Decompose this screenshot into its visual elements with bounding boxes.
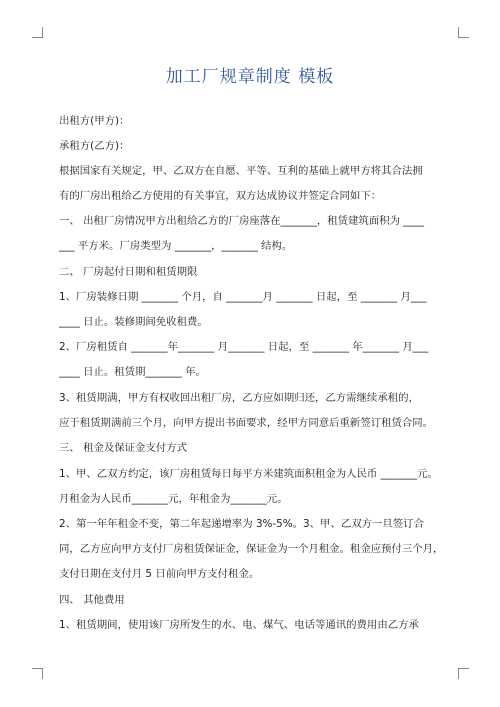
body-line: 2、厂房租赁自 _______年_______ 月_______ 日起，至 _______ 年_______ 月___ — [59, 341, 429, 353]
body-line: 应于租赁期满前三个月，向甲方提出书面要求，经甲方同意后重新签订租赁合同。 — [59, 417, 434, 429]
body-line: 月租金为人民币_______元，年租金为_______元。 — [59, 493, 288, 505]
section-heading: 二、 厂房起付日期和租赁期限 — [59, 266, 198, 278]
body-line: 1、租赁期间，使用该厂房所发生的水、电、煤气、电话等通讯的费用由乙方承 — [59, 619, 419, 631]
body-line: 支付日期在支付月 5 日前向甲方支付租金。 — [59, 568, 260, 580]
body-line: 同，乙方应向甲方支付厂房租赁保证金，保证金为一个月租金。租金应预付三个月， — [59, 543, 443, 555]
section-heading: 三、 租金及保证金支付方式 — [59, 442, 187, 454]
crop-mark-bottom-right — [458, 668, 469, 679]
body-line: 1、甲、乙双方约定，该厂房租赁每日每平方米建筑面积租金为人民币 _______元。 — [59, 468, 438, 480]
body-line: ____ 日止。装修期间免收租费。 — [59, 316, 208, 328]
crop-mark-top-right — [458, 27, 469, 38]
crop-mark-top-left — [32, 27, 43, 38]
lessee-line: 承租方(乙方)： — [59, 140, 130, 152]
body-line: 1、厂房装修日期 _______ 个月，自 _______月 _______ 日起，至 _______ 月___ — [59, 291, 427, 303]
crop-mark-bottom-left — [32, 668, 43, 679]
lessor-line: 出租方(甲方)： — [59, 115, 130, 127]
body-line: 2、第一年年租金不变，第二年起递增率为 3%-5%。3、甲、乙双方一旦签订合 — [59, 518, 424, 530]
section-heading: 四、 其他费用 — [59, 594, 125, 606]
body-line: ____ 日止。租赁期_______ 年。 — [59, 366, 206, 378]
body-line: 3、租赁期满，甲方有权收回出租厂房，乙方应如期归还，乙方需继续承租的， — [59, 392, 419, 404]
body-line: ___ 平方米。厂房类型为 _______，_______ 结构。 — [59, 240, 293, 252]
body-line: 根据国家有关规定，甲、乙双方在自愿、平等、互利的基础上就甲方将其合法拥 — [59, 165, 423, 177]
body-line: 一、 出租厂房情况甲方出租给乙方的厂房座落在_______，租赁建筑面积为 ____ — [59, 215, 425, 227]
document-title: 加工厂规章制度 模板 — [165, 67, 335, 87]
body-line: 有的厂房出租给乙方使用的有关事宜，双方达成协议并签定合同如下： — [59, 190, 382, 202]
